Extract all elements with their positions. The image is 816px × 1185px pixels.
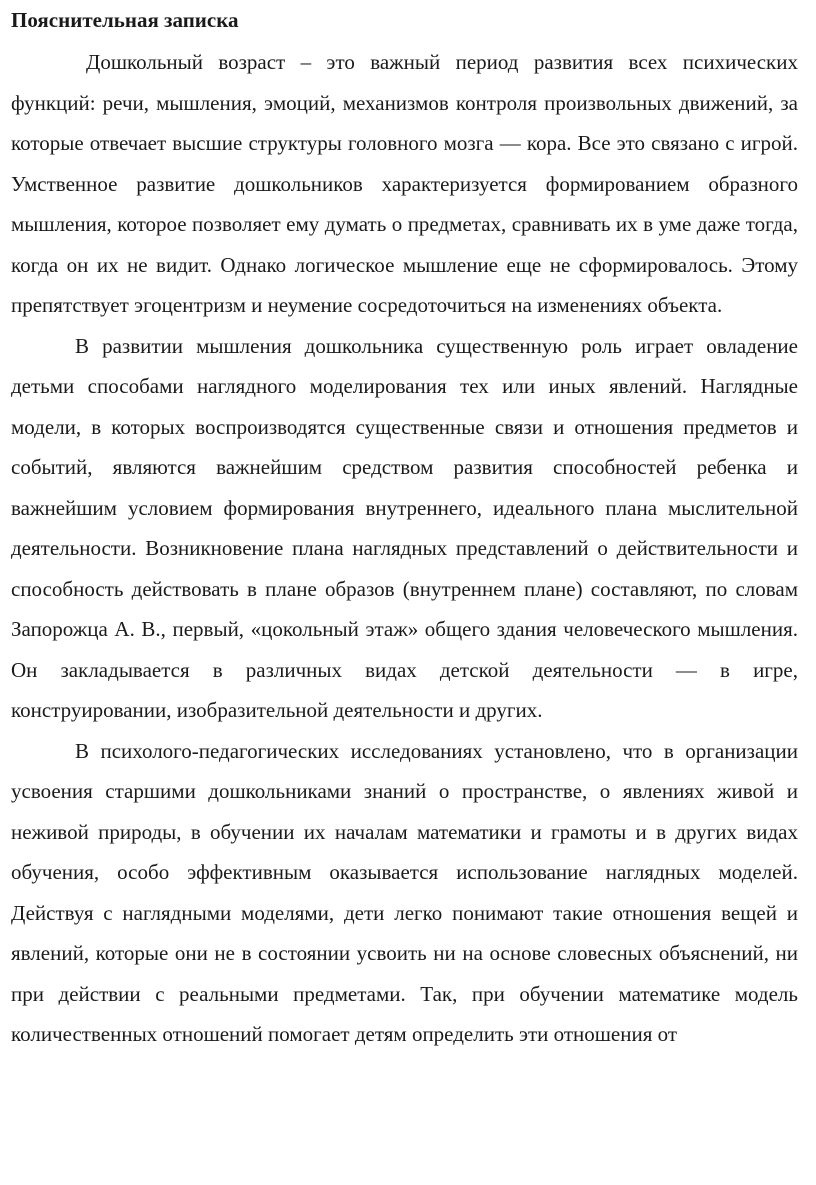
document-page	[11, 6, 798, 1055]
paragraph-1: Дошкольный возраст – это важный период развития всех психических функций: речи, мышления, эмоций, механизмов контроля произвольных движений, за которые отвечает высшие структуры головного мозга — кора. Все это связано с игрой. Умственное развитие дошкольников характеризуется формированием образного мышления, которое позволяет ему думать о предметах, сравнивать их в уме даже тогда, когда он их не видит. Однако логическое мышление еще не сформировалось. Этому препятствует эгоцентризм и неумение сосредоточиться на изменениях объекта.	[11, 50, 798, 317]
paragraph-2: В развитии мышления дошкольника существенную роль играет овладение детьми способами наглядного моделирования тех или иных явлений. Наглядные модели, в которых воспроизводятся существенные связи и отношения предметов и событий, являются важнейшим средством развития способностей ребенка и важнейшим условием формирования внутреннего, идеального плана мыслительной деятельности. Возникновение плана наглядных представлений о действительности и способность действовать в плане образов (внутреннем плане) составляют, по словам Запорожца А. В., первый, «цокольный этаж» общего здания человеческого мышления. Он закладывается в различных видах детской деятельности — в игре, конструировании, изобразительной деятельности и других.	[11, 333, 798, 722]
document-title: Пояснительная записка	[11, 8, 239, 32]
paragraph-3: В психолого-педагогических исследованиях установлено, что в организации усвоения старшими дошкольниками знаний о пространстве, о явлениях живой и неживой природы, в обучении их началам математики и грамоты и в других видах обучения, особо эффективным оказывается использование наглядных моделей. Действуя с наглядными моделями, дети легко понимают такие отношения вещей и явлений, которые они не в состоянии усвоить ни на основе словесных объяснений, ни при действии с реальными предметами. Так, при обучении математике модель количественных отношений помогает детям определить эти отношения от	[11, 738, 798, 1046]
